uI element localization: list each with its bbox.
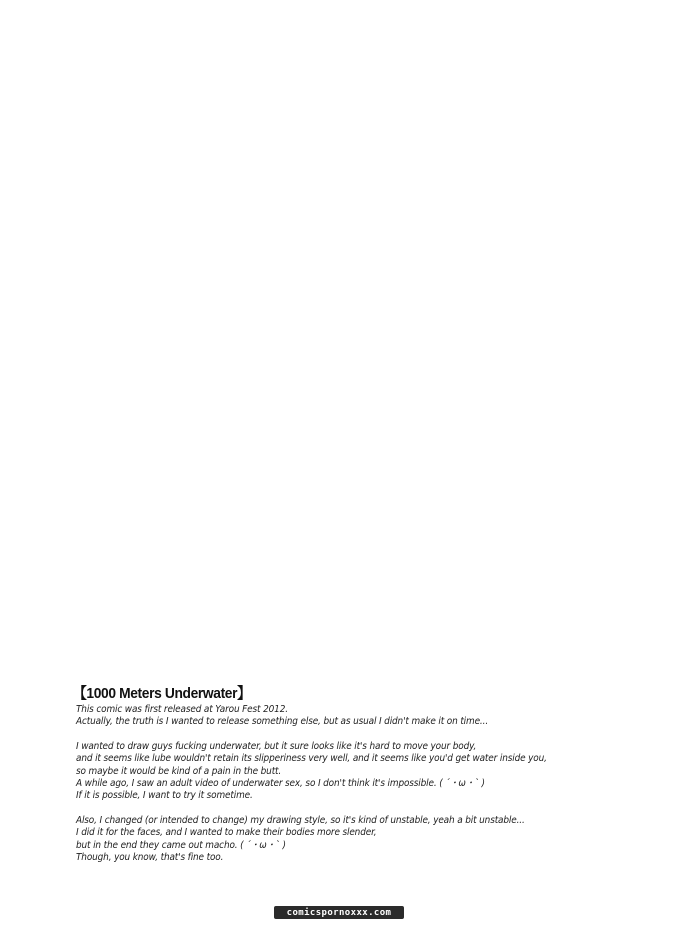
notes-line: so maybe it would be kind of a pain in the butt. bbox=[76, 765, 282, 777]
notes-line: but in the end they came out macho. ( ´・ω・` ) bbox=[76, 839, 286, 851]
author-notes bbox=[73, 682, 636, 864]
notes-line: and it seems like lube wouldn't retain its slipperiness very well, and it seems like you'd get water inside you, bbox=[76, 753, 547, 765]
notes-line: I wanted to draw guys fucking underwater, but it sure looks like it's hard to move your body, bbox=[76, 740, 477, 752]
notes-line: If it is possible, I want to try it sometime. bbox=[76, 790, 253, 802]
notes-line: This comic was first released at Yarou Fest 2012. bbox=[76, 704, 288, 715]
paragraph-gap bbox=[76, 729, 636, 741]
notes-line: A while ago, I saw an adult video of underwater sex, so I don't think it's impossible. ( ´・ω・` ) bbox=[76, 778, 485, 790]
watermark-text: comicspornoxxx.com bbox=[286, 907, 392, 918]
site-watermark bbox=[274, 906, 404, 919]
notes-line: Also, I changed (or intended to change) my drawing style, so it's kind of unstable, yeah a bit unstable... bbox=[76, 814, 525, 826]
notes-line: I did it for the faces, and I wanted to make their bodies more slender, bbox=[76, 827, 377, 839]
notes-title: 【1000 Meters Underwater】 bbox=[73, 685, 251, 702]
notes-line: Though, you know, that's fine too. bbox=[76, 852, 224, 864]
paragraph-gap bbox=[76, 803, 636, 815]
notes-line: Actually, the truth is I wanted to release something else, but as usual I didn't make it on time... bbox=[76, 716, 489, 728]
